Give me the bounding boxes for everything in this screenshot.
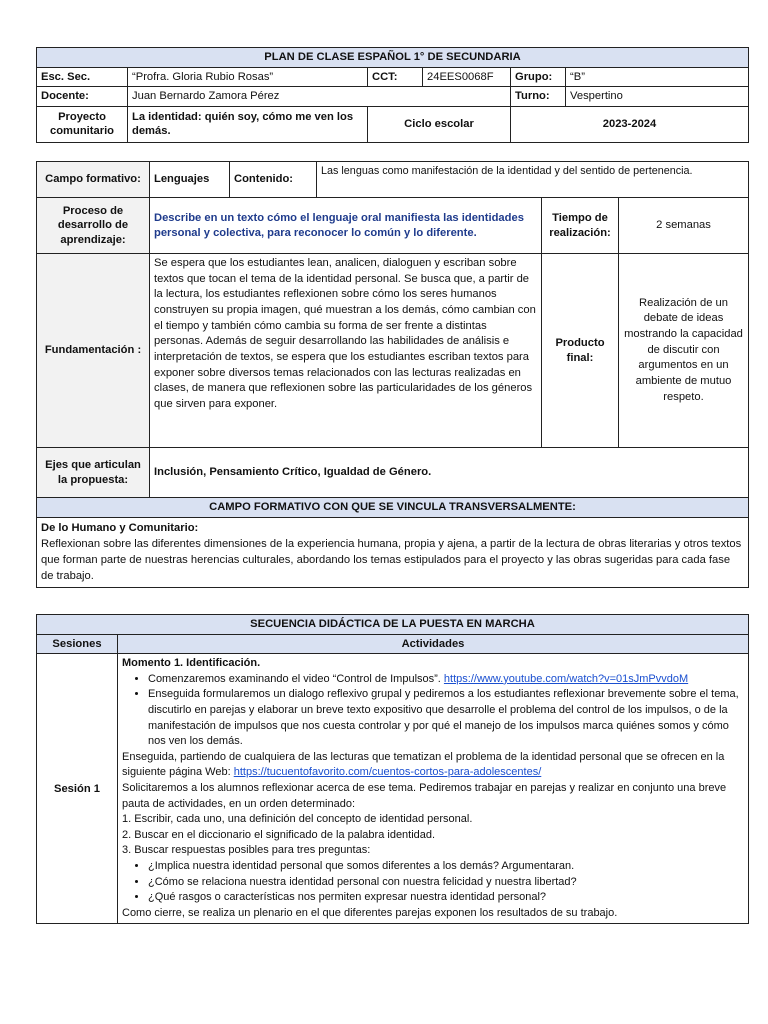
question-2: • ¿Cómo se relaciona nuestra identidad personal con nuestra felicidad y nuestra libertad? — [148, 875, 744, 891]
step-1: 1. Escribir, cada uno, una definición del concepto de identidad personal. — [122, 813, 473, 826]
para1-text: Enseguida, partiendo de cualquiera de las lecturas que tematizan el problema de la identidad personal que se ofrecen en la siguiente página Web: — [122, 750, 725, 779]
docente-label: Docente: — [37, 87, 128, 107]
step-3: 3. Buscar respuestas posibles para tres preguntas: — [122, 844, 371, 857]
transversal-title: De lo Humano y Comunitario: — [41, 521, 199, 534]
ejes-value: Inclusión, Pensamiento Crítico, Igualdad de Género. — [150, 448, 749, 498]
session-label: Sesión 1 — [37, 654, 118, 924]
campo-label: Campo formativo: — [37, 162, 150, 198]
ejes-label: Ejes que articulan la propuesta: — [37, 448, 150, 498]
ciclo-label: Ciclo escolar — [368, 106, 511, 142]
tiempo-label: Tiempo de realización: — [542, 198, 619, 254]
proyecto-label: Proyecto comunitario — [37, 106, 128, 142]
transversal-header: CAMPO FORMATIVO CON QUE SE VINCULA TRANSVERSALMENTE: — [37, 498, 749, 518]
fund-value: Se espera que los estudiantes lean, analicen, dialoguen y escriban sobre textos que tocan el tema de la identidad personal. Se busca que, a partir de la lectura, los estudiantes reflexionen sobre cómo los seres humanos construyen su propia imagen, qué muestran a los demás, cómo cambian con el tiempo y también cómo cambia su forma de ser frente a distintas personas. Además de seguir desarrollando las habilidades de análisis e interpretación de textos, se espera que los estudiantes escriban textos para exponer sobre diversos temas relacionados con las lecturas realizadas en clases, de manera que reflexionen sobre las particularidades de los géneros que sirven para exponer. — [150, 254, 542, 448]
contenido-value: Las lenguas como manifestación de la identidad y del sentido de pertenencia. — [317, 162, 749, 198]
proceso-value: Describe en un texto cómo el lenguaje oral manifiesta las identidades personal y colectiva, para reconocer lo común y lo diferente. — [150, 198, 542, 254]
turno-label: Turno: — [511, 87, 566, 107]
transversal-text: Reflexionan sobre las diferentes dimensiones de la experiencia humana, propia y ajena, a partir de la lectura de obras literarias y otros textos que forman parte de nuestras herencias culturales, abordando los temas estipulados para el proyecto y las obras sugeridas para cada fase de trabajo. — [41, 537, 742, 583]
producto-value: Realización de un debate de ideas mostrando la capacidad de discutir con argumentos en un ambiente de mutuo respeto. — [619, 254, 749, 448]
moment-title: Momento 1. Identificación. — [122, 657, 261, 670]
producto-label: Producto final: — [542, 254, 619, 448]
bullet-video — [148, 672, 744, 688]
contenido-label: Contenido: — [230, 162, 317, 198]
cct-value: 24EES0068F — [423, 67, 511, 87]
bullet-dialogue: • Enseguida formularemos un dialogo reflexivo grupal y pediremos a los estudiantes reflexionar brevemente sobre el tema, discutirlo en parejas y elaborar un breve texto expositivo que desarrolle el problema del control de los impulsos, o de la manifestación de impulsos que nos cuesta controlar y por qué el manejo de los impulsos marca quiénes somos y cómo nos ven los demás. — [148, 687, 744, 749]
tiempo-value: 2 semanas — [619, 198, 749, 254]
step-2: 2. Buscar en el diccionario el significado de la palabra identidad. — [122, 828, 436, 841]
plan-header-table — [36, 47, 749, 143]
proceso-label: Proceso de desarrollo de aprendizaje: — [37, 198, 150, 254]
question-3: • ¿Qué rasgos o características nos permiten expresar nuestra identidad personal? — [148, 890, 744, 906]
sequence-title: SECUENCIA DIDÁCTICA DE LA PUESTA EN MARCHA — [37, 615, 749, 635]
cct-label: CCT: — [368, 67, 423, 87]
col-sesiones: Sesiones — [37, 634, 118, 654]
proyecto-value: La identidad: quién soy, cómo me ven los demás. — [128, 106, 368, 142]
grupo-value: “B” — [566, 67, 749, 87]
ciclo-value: 2023-2024 — [511, 106, 749, 142]
closing: Como cierre, se realiza un plenario en el que diferentes parejas exponen los resultados de su trabajo. — [122, 906, 618, 919]
activities-list-1 — [122, 672, 744, 750]
docente-value: Juan Bernardo Zamora Pérez — [128, 87, 511, 107]
plan-title: PLAN DE CLASE ESPAÑOL 1° DE SECUNDARIA — [37, 48, 749, 68]
video-link[interactable]: https://www.youtube.com/watch?v=01sJmPvvdoM — [443, 672, 689, 685]
transversal-cell — [37, 517, 749, 587]
fund-label: Fundamentación : — [37, 254, 150, 448]
esc-label: Esc. Sec. — [37, 67, 128, 87]
activities-cell — [118, 654, 749, 924]
question-1: • ¿Implica nuestra identidad personal que somos diferentes a los demás? Argumentaran. — [148, 859, 744, 875]
sequence-table — [36, 614, 749, 924]
plan-details-table — [36, 161, 749, 588]
para2: Solicitaremos a los alumnos reflexionar acerca de ese tema. Pediremos trabajar en parejas y realizar en conjunto una breve pauta de actividades, en un orden determinado: — [122, 782, 727, 810]
col-actividades: Actividades — [118, 634, 749, 654]
questions-list — [122, 859, 744, 906]
bullet1-text: Comenzaremos examinando el video “Control de Impulsos”. — [148, 672, 444, 685]
stories-link[interactable]: https://tucuentofavorito.com/cuentos-cortos-para-adolescentes/ — [233, 766, 542, 779]
campo-value: Lenguajes — [150, 162, 230, 198]
turno-value: Vespertino — [566, 87, 749, 107]
grupo-label: Grupo: — [511, 67, 566, 87]
para1 — [122, 750, 744, 781]
esc-value: “Profra. Gloria Rubio Rosas” — [128, 67, 368, 87]
